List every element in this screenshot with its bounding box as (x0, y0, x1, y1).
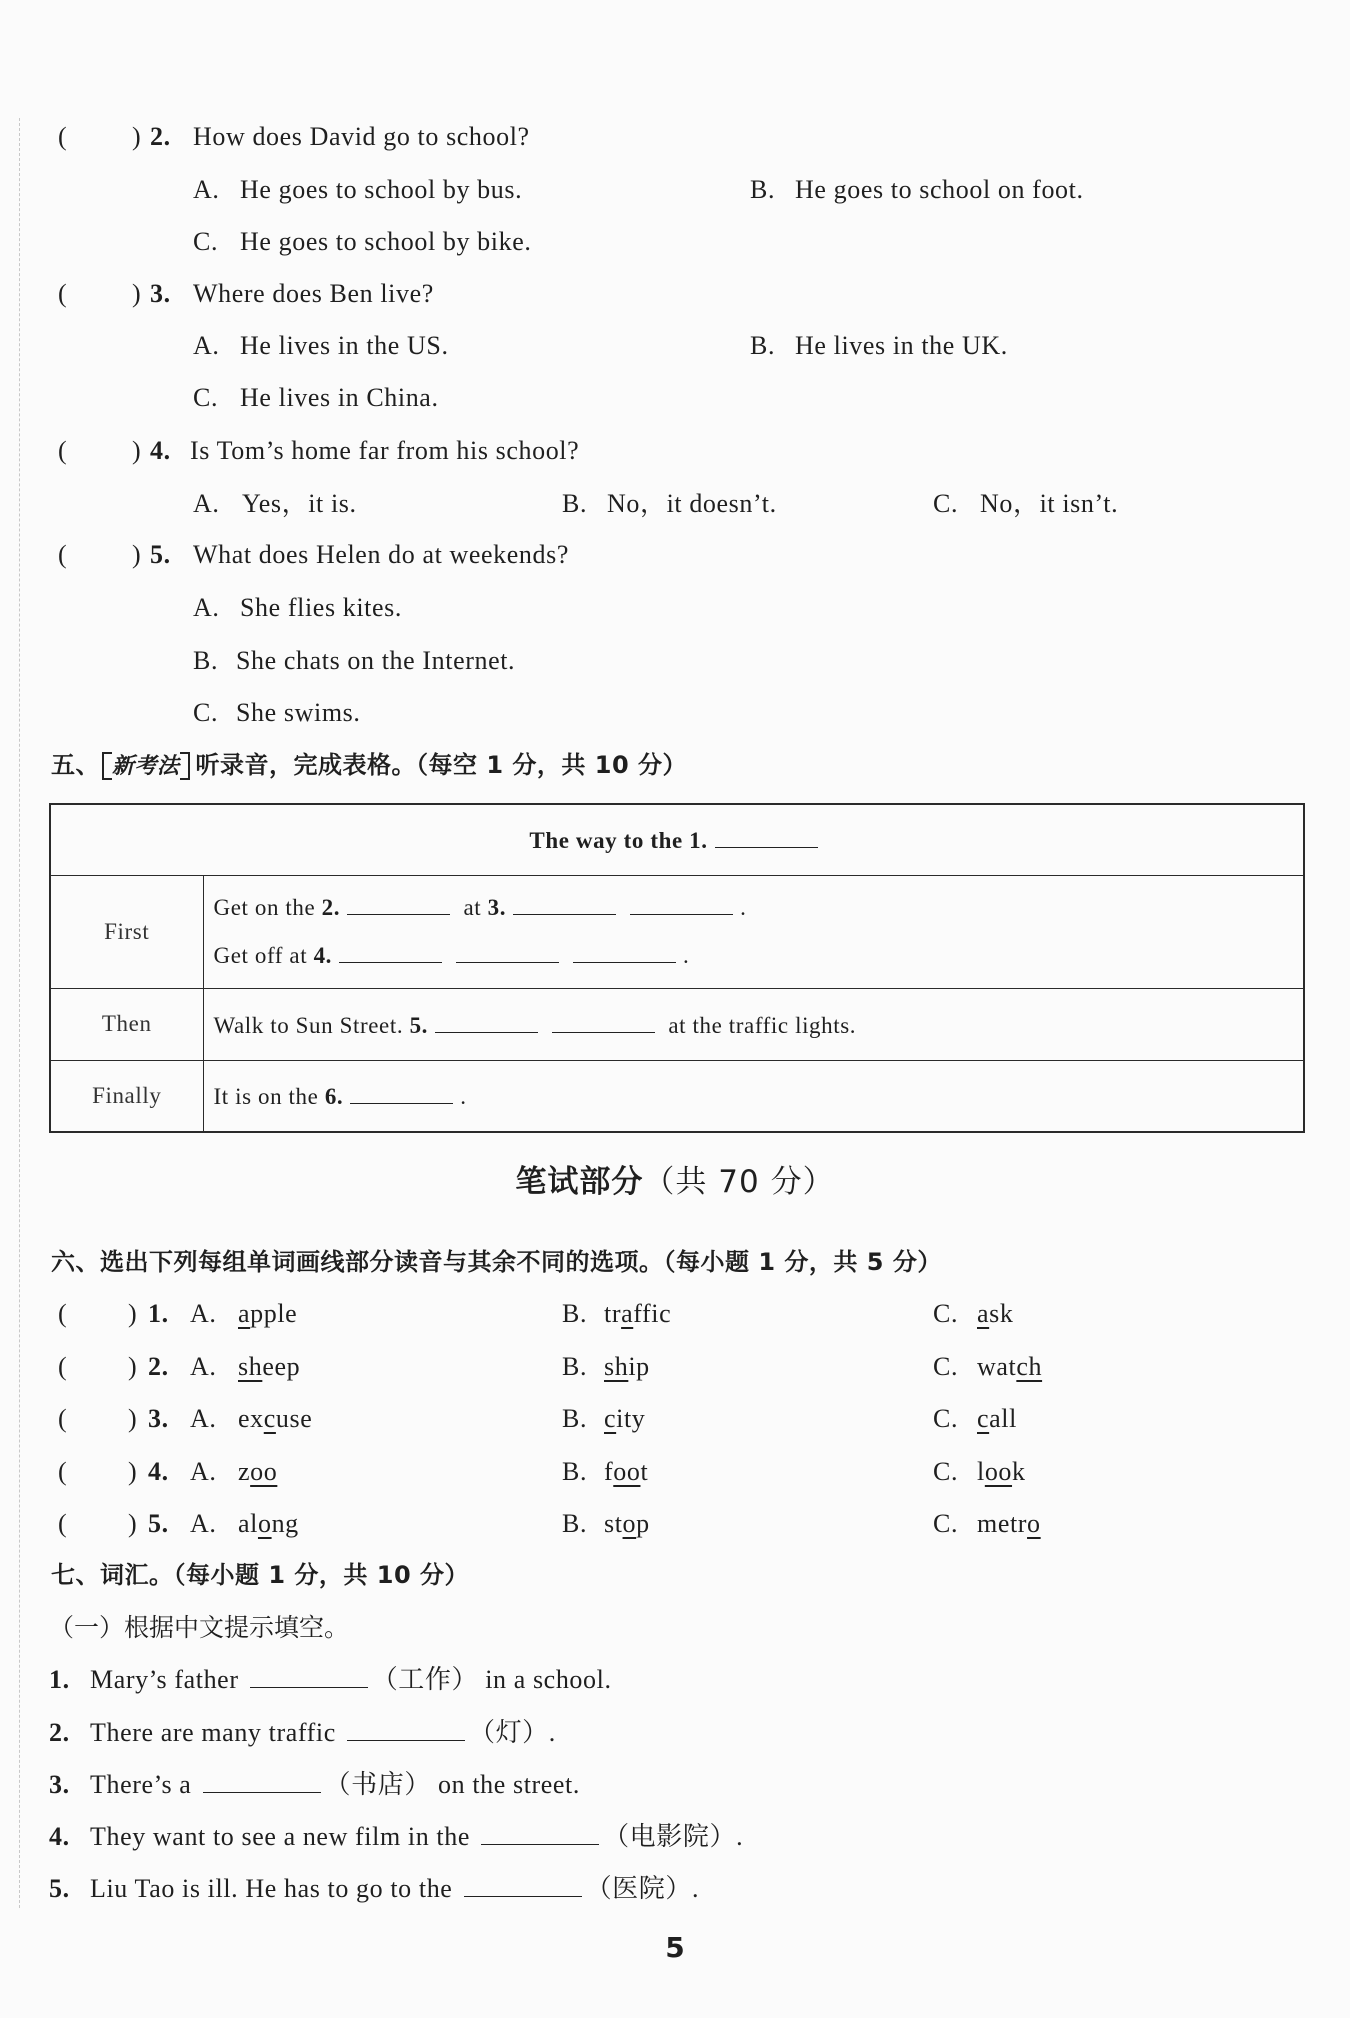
table-row-then (50, 988, 1304, 1060)
answer-paren-open: ( (58, 436, 68, 465)
content-text: at the traffic lights. (668, 1012, 857, 1038)
section-5-header (51, 747, 687, 783)
new-format-tag: 新考法 (102, 752, 190, 780)
question-text: What does Helen do at weekends? (193, 540, 569, 569)
option-text: He goes to school by bike. (240, 227, 532, 256)
answer-paren-close: ) (128, 1509, 138, 1538)
option-letter: A. (193, 489, 220, 518)
row-content (203, 875, 1304, 988)
row-label: Then (50, 988, 203, 1060)
question-number: 2. (150, 122, 171, 151)
question-text: Where does Ben live? (193, 279, 434, 308)
item-number: 1. (148, 1299, 169, 1328)
question-number: 5. (150, 540, 171, 569)
answer-blank (464, 1874, 582, 1897)
option-letter: A. (190, 1404, 217, 1433)
answer-blank (435, 1010, 538, 1033)
vocab-item-1 (0, 1663, 1350, 1697)
phonics-item-1 (0, 1297, 1350, 1331)
underlined-part: oo (250, 1457, 278, 1486)
option-text: Yes，it is. (242, 489, 357, 518)
word-part: ex (238, 1404, 264, 1433)
option-letter: C. (193, 698, 219, 727)
option-letter: B. (562, 1404, 588, 1433)
content-text: . (683, 942, 690, 968)
content-text: Get off at (213, 942, 308, 968)
item-number: 1. (49, 1665, 70, 1694)
item-number: 2. (49, 1718, 70, 1747)
item-sentence (90, 1872, 699, 1906)
option-letter: C. (193, 383, 219, 412)
blank-number: 1. (689, 828, 708, 854)
section-title: 词汇。（每小题 1 分，共 10 分） (100, 1561, 470, 1589)
content-text: Get on the (213, 894, 316, 920)
word-option (977, 1507, 1041, 1541)
question-number: 3. (150, 279, 171, 308)
option-letter: C. (193, 227, 219, 256)
answer-paren-close: ) (128, 1352, 138, 1381)
answer-paren-close: ) (128, 1299, 138, 1328)
option-letter: B. (562, 1352, 588, 1381)
option-text: He goes to school on foot. (795, 175, 1084, 204)
heading-sub: （共 70 分） (643, 1164, 835, 1200)
answer-paren-close: ) (132, 540, 142, 569)
option-letter: A. (193, 331, 220, 360)
sentence-start: Liu Tao is ill. He has to go to the (90, 1874, 453, 1903)
answer-blank (203, 1770, 321, 1793)
option-letter: B. (750, 175, 776, 204)
content-text: It is on the (213, 1084, 319, 1110)
word-part: ffic (633, 1299, 672, 1328)
sentence-hint: （书店） on the street. (324, 1770, 580, 1799)
option-text: He lives in the UK. (795, 331, 1008, 360)
word-part: al (238, 1509, 258, 1538)
item-sentence (90, 1820, 743, 1854)
word-part: z (238, 1457, 251, 1486)
option-text: She chats on the Internet. (236, 646, 516, 675)
item-sentence (90, 1768, 580, 1802)
question-4-options (0, 487, 1350, 521)
answer-blank (350, 1081, 453, 1104)
question-5-option-b (0, 644, 1350, 678)
item-number: 5. (148, 1509, 169, 1538)
answer-paren-open: ( (58, 1352, 68, 1381)
option-letter: C. (933, 1404, 959, 1433)
answer-paren-close: ) (132, 122, 142, 151)
item-number: 4. (49, 1822, 70, 1851)
blank-number: 5. (409, 1012, 429, 1038)
underlined-part: sh (238, 1352, 263, 1381)
word-part: ity (616, 1404, 646, 1433)
answer-blank (552, 1010, 655, 1033)
answer-blank (347, 892, 450, 915)
vocab-item-5 (0, 1872, 1350, 1906)
question-text: Is Tom’s home far from his school? (190, 436, 580, 465)
sentence-hint: （电影院）. (603, 1822, 744, 1851)
option-letter: B. (562, 1457, 588, 1486)
answer-blank (347, 1718, 465, 1741)
question-5-option-c (0, 696, 1350, 730)
question-2 (0, 120, 1350, 154)
word-option (977, 1297, 1013, 1331)
word-option (238, 1455, 277, 1489)
blank-number: 4. (313, 942, 333, 968)
answer-paren-open: ( (58, 1509, 68, 1538)
word-part: pple (250, 1299, 298, 1328)
section-number: 七、 (51, 1561, 100, 1589)
row-label: Finally (50, 1060, 203, 1132)
option-letter: A. (193, 175, 220, 204)
answer-blank (513, 892, 616, 915)
answer-paren-close: ) (128, 1457, 138, 1486)
word-part: l (977, 1457, 985, 1486)
item-number: 3. (49, 1770, 70, 1799)
underlined-part: a (238, 1299, 251, 1328)
word-part: tr (604, 1299, 622, 1328)
option-text: He lives in the US. (240, 331, 449, 360)
option-letter: A. (190, 1299, 217, 1328)
question-3-options-ab (0, 329, 1350, 363)
word-option (604, 1297, 671, 1331)
word-option (977, 1350, 1042, 1384)
word-part: k (1012, 1457, 1026, 1486)
answer-blank (250, 1665, 368, 1688)
word-option (604, 1402, 645, 1436)
answer-paren-open: ( (58, 1404, 68, 1433)
sentence-start: There’s a (90, 1770, 192, 1799)
word-part: wat (977, 1352, 1017, 1381)
option-text: He lives in China. (240, 383, 439, 412)
underlined-part: c (604, 1404, 617, 1433)
phonics-item-2 (0, 1350, 1350, 1384)
word-option (977, 1402, 1017, 1436)
answer-paren-open: ( (58, 1457, 68, 1486)
underlined-part: c (977, 1404, 990, 1433)
question-number: 4. (150, 436, 171, 465)
section-title: 听录音，完成表格。（每空 1 分，共 10 分） (195, 751, 688, 779)
option-letter: C. (933, 1299, 959, 1328)
item-sentence (90, 1716, 556, 1750)
underlined-part: o (1027, 1509, 1041, 1538)
answer-blank (481, 1822, 599, 1845)
heading-main: 笔试部分 (515, 1164, 644, 1200)
sentence-hint: （医院）. (585, 1874, 700, 1903)
underlined-part: sh (604, 1352, 629, 1381)
option-letter: B. (562, 1299, 588, 1328)
table-title-row (50, 804, 1304, 875)
option-letter: C. (933, 489, 959, 518)
answer-paren-open: ( (58, 279, 68, 308)
answer-blank (630, 892, 733, 915)
subsection-instruction: （一）根据中文提示填空。 (49, 1613, 350, 1642)
vocab-item-2 (0, 1716, 1350, 1750)
option-text: She flies kites. (240, 593, 402, 622)
answer-blank (339, 940, 442, 963)
phonics-item-5 (0, 1507, 1350, 1541)
option-text: She swims. (236, 698, 361, 727)
content-line (214, 932, 1304, 980)
underlined-part: o (257, 1509, 272, 1538)
word-option (977, 1455, 1026, 1489)
answer-paren-close: ) (132, 436, 142, 465)
underlined-part: oo (984, 1457, 1013, 1486)
answer-paren-open: ( (58, 1299, 68, 1328)
sentence-hint: （灯）. (468, 1718, 556, 1747)
underlined-part: c (263, 1404, 276, 1433)
blank-number: 2. (321, 894, 341, 920)
phonics-item-3 (0, 1402, 1350, 1436)
question-2-options-ab (0, 173, 1350, 207)
question-3 (0, 277, 1350, 311)
item-number: 4. (148, 1457, 169, 1486)
word-part: ip (628, 1352, 650, 1381)
option-text: He goes to school by bus. (240, 175, 523, 204)
underlined-part: a (977, 1299, 990, 1328)
word-option (238, 1402, 312, 1436)
underlined-part: o (622, 1509, 637, 1538)
blank-number: 3. (487, 894, 507, 920)
content-text: at (463, 894, 482, 920)
word-option (238, 1297, 297, 1331)
vocab-item-4 (0, 1820, 1350, 1854)
sentence-start: They want to see a new film in the (90, 1822, 470, 1851)
option-letter: B. (562, 1509, 588, 1538)
underlined-part: oo (613, 1457, 641, 1486)
answer-paren-open: ( (58, 540, 68, 569)
word-option (604, 1350, 650, 1384)
option-letter: B. (562, 489, 588, 518)
row-content (203, 1060, 1304, 1132)
underlined-part: ch (1016, 1352, 1043, 1381)
route-table (49, 803, 1305, 1133)
question-text: How does David go to school? (193, 122, 530, 151)
answer-blank (456, 940, 559, 963)
word-part: t (640, 1457, 649, 1486)
option-letter: B. (193, 646, 219, 675)
option-text: No，it isn’t. (980, 489, 1119, 518)
word-option (238, 1507, 299, 1541)
table-title-cell (50, 804, 1304, 875)
word-part: p (636, 1509, 650, 1538)
page-number: 5 (665, 1931, 685, 1964)
content-line (214, 884, 1304, 932)
word-part: use (275, 1404, 313, 1433)
word-option (604, 1507, 650, 1541)
question-5 (0, 538, 1350, 572)
content-text: Walk to Sun Street. (213, 1012, 404, 1038)
word-part: metr (977, 1509, 1028, 1538)
item-number: 5. (49, 1874, 70, 1903)
question-2-option-c (0, 225, 1350, 259)
sentence-start: There are many traffic (90, 1718, 336, 1747)
content-text: . (740, 894, 747, 920)
table-row-finally (50, 1060, 1304, 1132)
option-letter: B. (750, 331, 776, 360)
word-part: ng (271, 1509, 299, 1538)
item-sentence (90, 1663, 612, 1697)
row-content (203, 988, 1304, 1060)
option-text: No，it doesn’t. (607, 489, 777, 518)
option-letter: A. (190, 1509, 217, 1538)
content-text: . (460, 1084, 467, 1110)
word-option (604, 1455, 648, 1489)
blank-number: 6. (324, 1084, 344, 1110)
word-part: f (604, 1457, 614, 1486)
word-part: sk (989, 1299, 1014, 1328)
table-row-first (50, 875, 1304, 988)
section-number: 六、 (51, 1248, 100, 1276)
option-letter: A. (193, 593, 220, 622)
option-letter: C. (933, 1509, 959, 1538)
written-part-heading (0, 1160, 1350, 1204)
vocab-item-3 (0, 1768, 1350, 1802)
answer-paren-open: ( (58, 122, 68, 151)
section-number: 五、 (51, 751, 100, 779)
question-3-option-c (0, 381, 1350, 415)
question-5-option-a (0, 591, 1350, 625)
option-letter: A. (190, 1457, 217, 1486)
word-part: st (604, 1509, 623, 1538)
phonics-item-4 (0, 1455, 1350, 1489)
row-label: First (50, 875, 203, 988)
section-7-header (51, 1557, 469, 1593)
answer-blank (573, 940, 676, 963)
item-number: 3. (148, 1404, 169, 1433)
sentence-start: Mary’s father (90, 1665, 239, 1694)
underlined-part: a (621, 1299, 634, 1328)
option-letter: C. (933, 1457, 959, 1486)
option-letter: A. (190, 1352, 217, 1381)
word-part: all (989, 1404, 1017, 1433)
section-title: 选出下列每组单词画线部分读音与其余不同的选项。（每小题 1 分，共 5 分） (100, 1248, 942, 1276)
answer-blank (715, 825, 818, 848)
section-6-header (51, 1244, 942, 1280)
word-option (238, 1350, 300, 1384)
question-4 (0, 434, 1350, 468)
sentence-hint: （工作） in a school. (371, 1665, 612, 1694)
option-letter: C. (933, 1352, 959, 1381)
answer-paren-close: ) (128, 1404, 138, 1433)
answer-paren-close: ) (132, 279, 142, 308)
word-part: eep (262, 1352, 301, 1381)
table-title: The way to the (529, 828, 683, 854)
item-number: 2. (148, 1352, 169, 1381)
